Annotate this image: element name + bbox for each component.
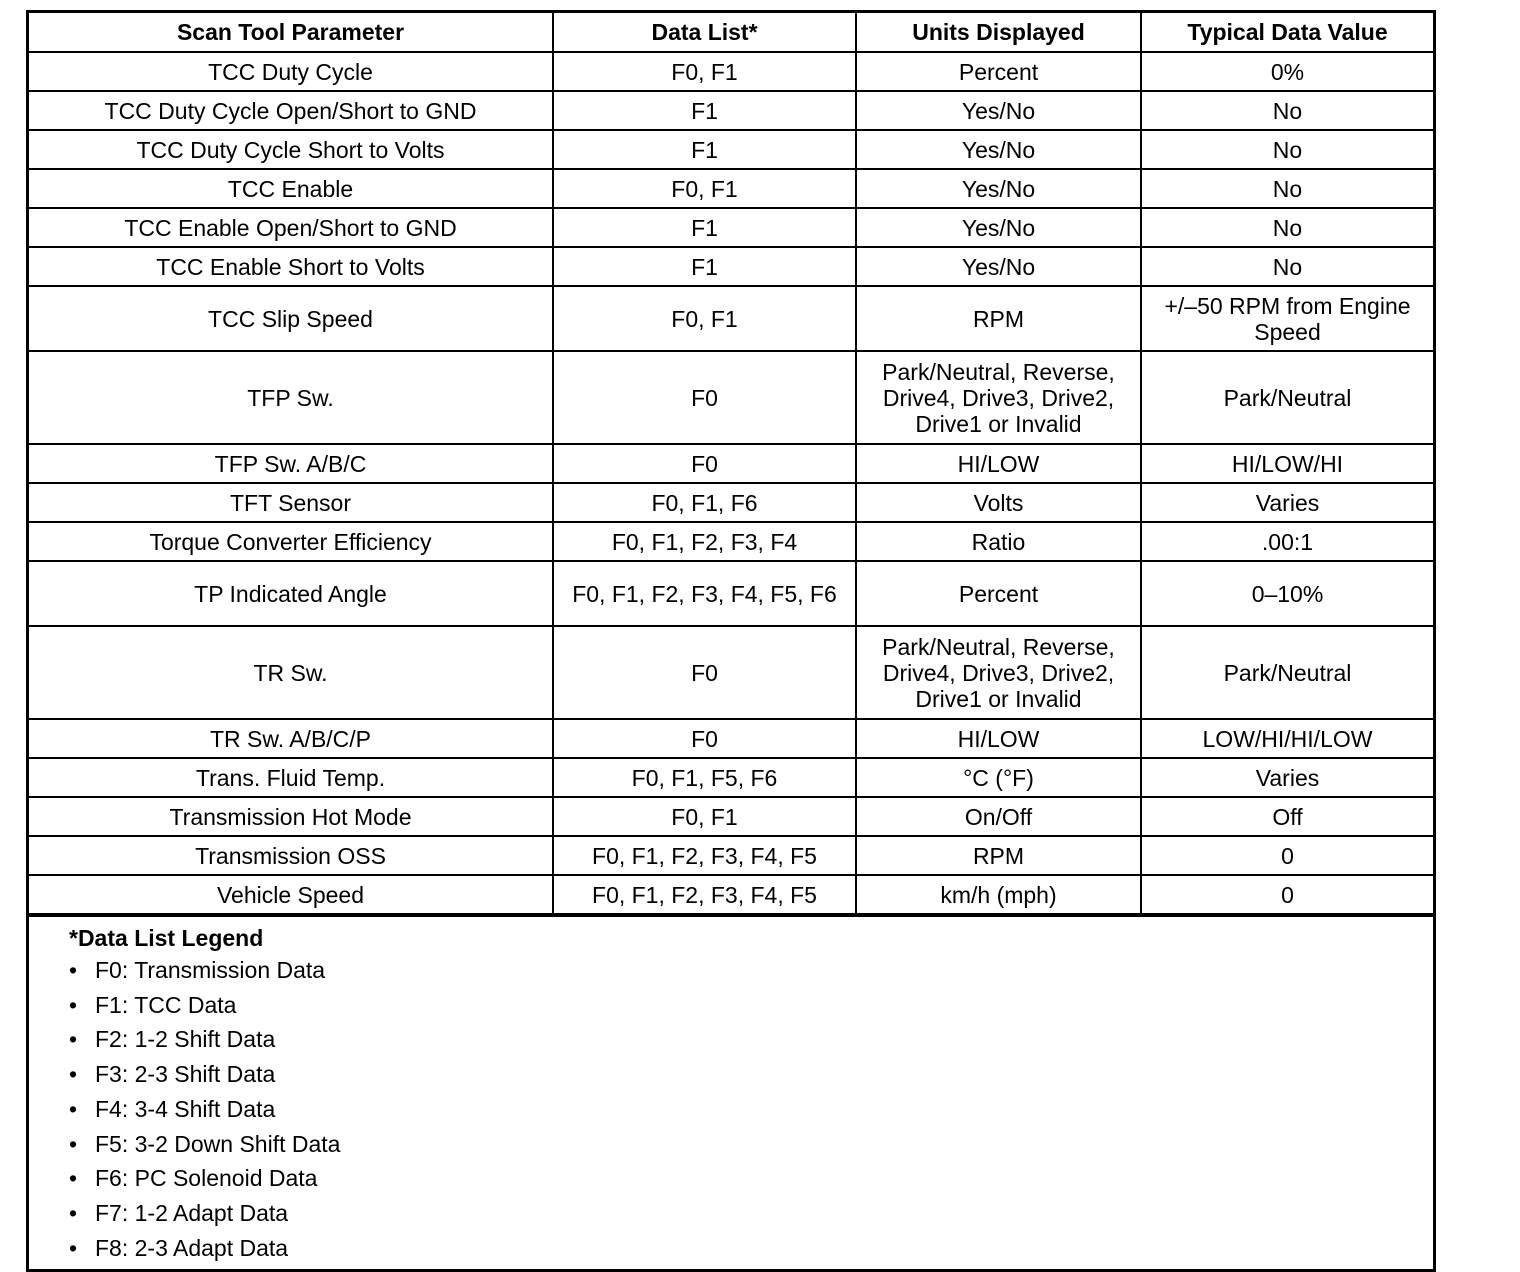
cell-parameter: TCC Enable Open/Short to GND bbox=[29, 208, 553, 247]
legend-item: • F6: PC Solenoid Data bbox=[69, 1161, 1433, 1196]
table-row bbox=[29, 758, 1433, 797]
cell-units: RPM bbox=[856, 836, 1141, 875]
cell-units: Ratio bbox=[856, 522, 1141, 561]
header-data-list: Data List* bbox=[553, 13, 856, 52]
cell-units: Yes/No bbox=[856, 91, 1141, 130]
cell-typical-value: LOW/HI/HI/LOW bbox=[1141, 719, 1433, 758]
cell-parameter: TR Sw. A/B/C/P bbox=[29, 719, 553, 758]
cell-typical-value: .00:1 bbox=[1141, 522, 1433, 561]
cell-parameter: TP Indicated Angle bbox=[29, 561, 553, 626]
cell-data-list: F0, F1 bbox=[553, 169, 856, 208]
cell-parameter: TR Sw. bbox=[29, 626, 553, 719]
cell-typical-value: Park/Neutral bbox=[1141, 351, 1433, 444]
table-row bbox=[29, 483, 1433, 522]
cell-parameter: Transmission Hot Mode bbox=[29, 797, 553, 836]
header-typical-data-value: Typical Data Value bbox=[1141, 13, 1433, 52]
cell-parameter: TCC Duty Cycle bbox=[29, 52, 553, 91]
cell-typical-value: 0–10% bbox=[1141, 561, 1433, 626]
legend-item: • F0: Transmission Data bbox=[69, 953, 1433, 988]
table-row bbox=[29, 351, 1433, 444]
header-units-displayed: Units Displayed bbox=[856, 13, 1141, 52]
legend-item: • F1: TCC Data bbox=[69, 988, 1433, 1023]
legend-title: *Data List Legend bbox=[69, 925, 264, 951]
cell-typical-value: HI/LOW/HI bbox=[1141, 444, 1433, 483]
cell-typical-value: No bbox=[1141, 247, 1433, 286]
cell-data-list: F0 bbox=[553, 719, 856, 758]
table-row bbox=[29, 836, 1433, 875]
cell-typical-value: Varies bbox=[1141, 483, 1433, 522]
table-row bbox=[29, 561, 1433, 626]
cell-units: Yes/No bbox=[856, 208, 1141, 247]
header-scan-tool-parameter: Scan Tool Parameter bbox=[29, 13, 553, 52]
cell-units: HI/LOW bbox=[856, 719, 1141, 758]
scan-tool-parameter-table bbox=[29, 13, 1433, 915]
legend-item: • F5: 3-2 Down Shift Data bbox=[69, 1127, 1433, 1162]
cell-data-list: F0 bbox=[553, 626, 856, 719]
cell-data-list: F1 bbox=[553, 247, 856, 286]
cell-typical-value: No bbox=[1141, 169, 1433, 208]
cell-data-list: F1 bbox=[553, 208, 856, 247]
cell-units: km/h (mph) bbox=[856, 875, 1141, 914]
cell-data-list: F1 bbox=[553, 91, 856, 130]
cell-data-list: F0, F1, F6 bbox=[553, 483, 856, 522]
cell-typical-value: +/–50 RPM from Engine Speed bbox=[1141, 286, 1433, 351]
table-row bbox=[29, 130, 1433, 169]
cell-parameter: TFP Sw. A/B/C bbox=[29, 444, 553, 483]
cell-units: RPM bbox=[856, 286, 1141, 351]
cell-parameter: TCC Enable Short to Volts bbox=[29, 247, 553, 286]
table-row bbox=[29, 875, 1433, 914]
scan-tool-data-sheet bbox=[26, 10, 1436, 1272]
legend-item: • F7: 1-2 Adapt Data bbox=[69, 1196, 1433, 1231]
cell-data-list: F0 bbox=[553, 351, 856, 444]
table-row bbox=[29, 797, 1433, 836]
cell-parameter: TCC Duty Cycle Open/Short to GND bbox=[29, 91, 553, 130]
cell-units: Yes/No bbox=[856, 247, 1141, 286]
cell-typical-value: 0 bbox=[1141, 836, 1433, 875]
legend-list bbox=[69, 953, 1433, 1265]
cell-units: Park/Neutral, Reverse, Drive4, Drive3, Drive2, Drive1 or Invalid bbox=[856, 626, 1141, 719]
cell-typical-value: No bbox=[1141, 208, 1433, 247]
table-row bbox=[29, 522, 1433, 561]
cell-typical-value: Varies bbox=[1141, 758, 1433, 797]
cell-data-list: F1 bbox=[553, 130, 856, 169]
table-row bbox=[29, 169, 1433, 208]
cell-data-list: F0, F1 bbox=[553, 797, 856, 836]
cell-data-list: F0, F1, F5, F6 bbox=[553, 758, 856, 797]
cell-data-list: F0, F1, F2, F3, F4, F5 bbox=[553, 875, 856, 914]
cell-data-list: F0 bbox=[553, 444, 856, 483]
table-row bbox=[29, 91, 1433, 130]
cell-parameter: TCC Enable bbox=[29, 169, 553, 208]
cell-units: Yes/No bbox=[856, 169, 1141, 208]
cell-units: Percent bbox=[856, 561, 1141, 626]
cell-typical-value: 0 bbox=[1141, 875, 1433, 914]
table-row bbox=[29, 719, 1433, 758]
cell-units: HI/LOW bbox=[856, 444, 1141, 483]
cell-parameter: Torque Converter Efficiency bbox=[29, 522, 553, 561]
cell-parameter: Transmission OSS bbox=[29, 836, 553, 875]
cell-units: °C (°F) bbox=[856, 758, 1141, 797]
table-row bbox=[29, 247, 1433, 286]
data-list-legend bbox=[29, 915, 1433, 1269]
table-row bbox=[29, 444, 1433, 483]
table-row bbox=[29, 208, 1433, 247]
legend-item: • F3: 2-3 Shift Data bbox=[69, 1057, 1433, 1092]
cell-data-list: F0, F1, F2, F3, F4, F5 bbox=[553, 836, 856, 875]
table-header-row bbox=[29, 13, 1433, 52]
cell-units: Percent bbox=[856, 52, 1141, 91]
cell-units: On/Off bbox=[856, 797, 1141, 836]
legend-item: • F8: 2-3 Adapt Data bbox=[69, 1231, 1433, 1266]
cell-parameter: TCC Slip Speed bbox=[29, 286, 553, 351]
legend-item: • F4: 3-4 Shift Data bbox=[69, 1092, 1433, 1127]
cell-data-list: F0, F1, F2, F3, F4, F5, F6 bbox=[553, 561, 856, 626]
cell-units: Yes/No bbox=[856, 130, 1141, 169]
cell-parameter: Vehicle Speed bbox=[29, 875, 553, 914]
table-row bbox=[29, 52, 1433, 91]
table-row bbox=[29, 626, 1433, 719]
cell-typical-value: Park/Neutral bbox=[1141, 626, 1433, 719]
cell-units: Park/Neutral, Reverse, Drive4, Drive3, Drive2, Drive1 or Invalid bbox=[856, 351, 1141, 444]
cell-typical-value: 0% bbox=[1141, 52, 1433, 91]
cell-parameter: Trans. Fluid Temp. bbox=[29, 758, 553, 797]
cell-data-list: F0, F1 bbox=[553, 286, 856, 351]
table-row bbox=[29, 286, 1433, 351]
cell-units: Volts bbox=[856, 483, 1141, 522]
cell-typical-value: No bbox=[1141, 91, 1433, 130]
cell-typical-value: Off bbox=[1141, 797, 1433, 836]
cell-typical-value: No bbox=[1141, 130, 1433, 169]
cell-data-list: F0, F1, F2, F3, F4 bbox=[553, 522, 856, 561]
legend-item: • F2: 1-2 Shift Data bbox=[69, 1022, 1433, 1057]
cell-parameter: TFT Sensor bbox=[29, 483, 553, 522]
cell-parameter: TCC Duty Cycle Short to Volts bbox=[29, 130, 553, 169]
cell-parameter: TFP Sw. bbox=[29, 351, 553, 444]
cell-data-list: F0, F1 bbox=[553, 52, 856, 91]
